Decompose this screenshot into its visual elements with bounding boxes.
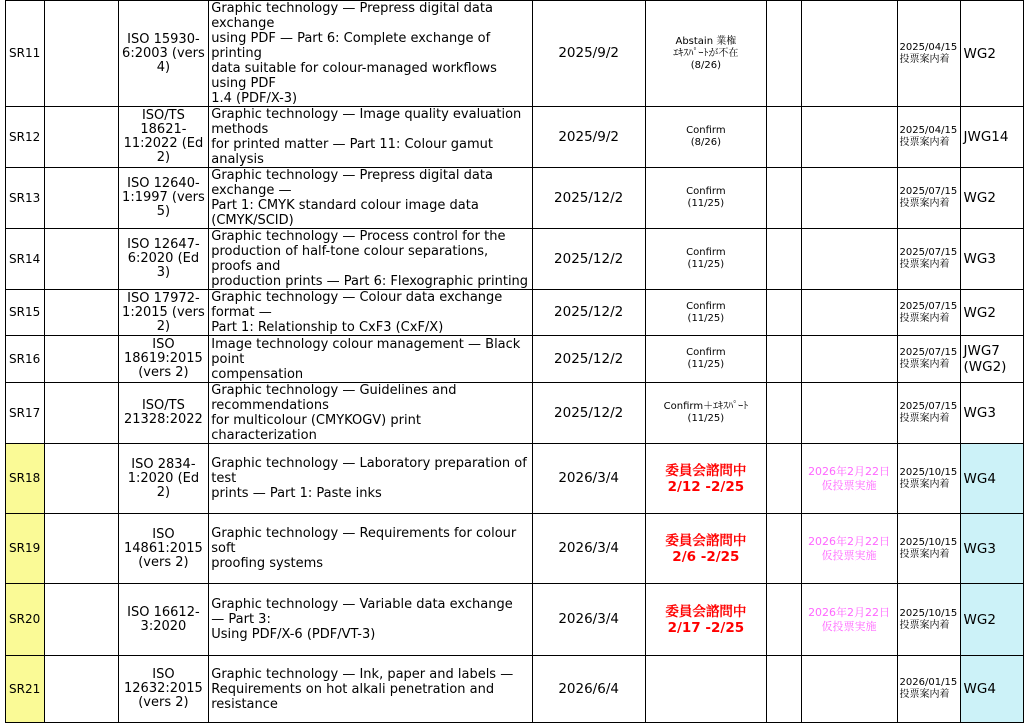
vote-status-cell xyxy=(645,107,766,168)
ballot-notice-cell-line: 投票案内着 xyxy=(899,259,950,270)
standard-number-cell-line: (vers 2) xyxy=(138,554,189,570)
standard-number-cell xyxy=(118,656,209,723)
ballot-notice-cell-line: 2025/07/15 xyxy=(899,247,958,258)
working-group-cell-line: JWG7 xyxy=(963,343,1000,359)
ballot-notice-cell-line: 投票案内着 xyxy=(899,548,950,560)
standard-number-cell-line: ISO 15930- xyxy=(127,31,200,47)
standard-number-cell-line: 1:2020 (Ed 2) xyxy=(127,470,200,500)
preliminary-vote-cell xyxy=(801,229,897,290)
standard-title-cell-line: Using PDF/X-6 (PDF/VT-3) xyxy=(211,627,376,642)
standard-number-cell-line: ISO/TS xyxy=(141,398,185,413)
standard-title-cell-line: Image technology colour management — Black point xyxy=(211,336,521,367)
row-id-cell: SR16 xyxy=(6,336,45,383)
standard-title-cell-line: Graphic technology — Laboratory preparation of test xyxy=(211,456,527,486)
review-table-body xyxy=(6,1,1024,723)
standard-number-cell-line: ISO 12647- xyxy=(127,237,200,252)
ballot-notice-cell-line: 2025/04/15 xyxy=(899,125,958,136)
standard-number-cell-line: ISO xyxy=(152,667,175,682)
review-date-cell: 2025/12/2 xyxy=(532,229,645,290)
empty-cell xyxy=(767,168,802,229)
row-id-cell: SR21 xyxy=(6,656,45,723)
ballot-notice-cell-line: 2025/07/15 xyxy=(899,186,958,197)
review-date-cell: 2025/12/2 xyxy=(532,290,645,336)
vote-status-cell-line: Confirm xyxy=(686,125,726,136)
standard-number-cell-line: 4) xyxy=(156,59,171,75)
working-group-cell xyxy=(960,290,1023,336)
working-group-cell xyxy=(960,514,1023,584)
review-date-cell: 2025/12/2 xyxy=(532,336,645,383)
standard-title-cell-line: prints — Part 1: Paste inks xyxy=(211,486,382,501)
row-id-cell: SR17 xyxy=(6,383,45,444)
preliminary-vote-cell-line: 2026年2月22日 xyxy=(808,534,891,548)
standard-number-cell-line: 11:2022 (Ed 2) xyxy=(123,136,204,165)
blank-cell xyxy=(44,444,118,514)
standard-title-cell xyxy=(209,656,532,723)
ballot-notice-cell-line: 投票案内着 xyxy=(899,619,950,631)
standard-number-cell xyxy=(118,107,209,168)
vote-status-cell-line: (11/25) xyxy=(687,413,725,424)
standard-number-cell-line: 14861:2015 xyxy=(124,540,203,556)
row-id-cell: SR15 xyxy=(6,290,45,336)
ballot-notice-cell-line: 2025/10/15 xyxy=(899,607,958,619)
ballot-notice-cell-line: 投票案内着 xyxy=(899,478,950,490)
vote-status-cell xyxy=(645,290,766,336)
working-group-cell-line: WG3 xyxy=(963,405,996,421)
vote-status-cell-line: (11/25) xyxy=(687,259,725,270)
vote-status-cell xyxy=(645,514,766,584)
empty-cell xyxy=(767,1,802,107)
standard-title-cell xyxy=(209,1,532,107)
vote-status-cell xyxy=(645,1,766,107)
review-date-cell: 2025/9/2 xyxy=(532,107,645,168)
standard-number-cell xyxy=(118,290,209,336)
standard-number-cell-line: ISO 2834- xyxy=(131,456,196,472)
standard-title-cell xyxy=(209,290,532,336)
standard-number-cell xyxy=(118,383,209,444)
table-row xyxy=(6,383,1024,444)
preliminary-vote-cell-line: 2026年2月22日 xyxy=(808,605,891,619)
vote-status-cell-line: Confirm xyxy=(686,186,726,197)
preliminary-vote-cell xyxy=(801,1,897,107)
vote-status-cell-line: Confirm xyxy=(686,247,726,258)
empty-cell xyxy=(767,656,802,723)
standard-number-cell xyxy=(118,584,209,656)
standard-number-cell-line: ISO/TS xyxy=(141,108,185,123)
standard-title-cell-line: for printed matter — Part 11: Colour gamut analysis xyxy=(211,137,493,167)
standard-number-cell xyxy=(118,444,209,514)
vote-status-cell-line: Confirm xyxy=(686,347,726,358)
working-group-cell xyxy=(960,1,1023,107)
empty-cell xyxy=(767,336,802,383)
table-row xyxy=(6,1,1024,107)
standard-number-cell-line: (vers 2) xyxy=(138,695,189,710)
review-date-cell: 2026/3/4 xyxy=(532,514,645,584)
preliminary-vote-cell xyxy=(801,584,897,656)
row-id-cell: SR18 xyxy=(6,444,45,514)
standard-title-cell xyxy=(209,229,532,290)
preliminary-vote-cell xyxy=(801,383,897,444)
ballot-notice-cell-line: 2025/04/15 xyxy=(899,41,958,53)
standard-title-cell xyxy=(209,584,532,656)
empty-cell xyxy=(767,444,802,514)
preliminary-vote-cell-line: 仮投票実施 xyxy=(821,478,877,492)
standard-title-cell-line: Graphic technology — Image quality evaluation methods xyxy=(211,107,522,137)
vote-status-cell-line: 2/12 -2/25 xyxy=(667,478,745,495)
preliminary-vote-cell xyxy=(801,336,897,383)
standard-number-cell-line: 18621- xyxy=(140,122,187,137)
standard-title-cell-line: data suitable for colour-managed workflows using PDF xyxy=(211,61,497,91)
row-id-cell: SR12 xyxy=(6,107,45,168)
vote-status-cell xyxy=(645,584,766,656)
table-row xyxy=(6,168,1024,229)
standard-number-cell-line: 6:2020 (Ed 3) xyxy=(127,251,200,280)
standard-number-cell-line: 1:2015 (vers xyxy=(122,304,205,320)
standard-number-cell-line: ISO 12640- xyxy=(127,176,200,191)
review-date-cell: 2026/6/4 xyxy=(532,656,645,723)
standard-number-cell-line: ISO xyxy=(152,337,175,352)
table-row xyxy=(6,514,1024,584)
standard-number-cell-line: 21328:2022 xyxy=(124,412,203,427)
standard-title-cell-line: production prints — Part 6: Flexographic printing xyxy=(211,274,529,289)
ballot-notice-cell-line: 2025/07/15 xyxy=(899,401,958,412)
standard-number-cell xyxy=(118,168,209,229)
working-group-cell-line: WG4 xyxy=(963,470,996,487)
review-date-cell: 2025/12/2 xyxy=(532,383,645,444)
standard-title-cell-line: 1.4 (PDF/X-3) xyxy=(211,91,298,106)
standard-number-cell-line: 3:2020 xyxy=(140,618,187,634)
working-group-cell xyxy=(960,107,1023,168)
blank-cell xyxy=(44,290,118,336)
row-id-cell: SR14 xyxy=(6,229,45,290)
working-group-cell xyxy=(960,168,1023,229)
ballot-notice-cell xyxy=(897,229,960,290)
table-row xyxy=(6,107,1024,168)
standard-number-cell-line: ISO 17972- xyxy=(127,290,200,306)
empty-cell xyxy=(767,383,802,444)
vote-status-cell-line: ｴｷｽﾊﾟｰﾄが不在 xyxy=(673,47,739,59)
vote-status-cell-line: 2/6 -2/25 xyxy=(672,548,740,565)
standard-title-cell-line: using PDF — Part 6: Complete exchange of printing xyxy=(211,31,491,61)
ballot-notice-cell-line: 2026/01/15 xyxy=(899,677,958,688)
working-group-cell xyxy=(960,336,1023,383)
working-group-cell-line: WG2 xyxy=(963,611,996,628)
blank-cell xyxy=(44,168,118,229)
standard-title-cell-line: Graphic technology — Prepress digital data exchange xyxy=(211,1,493,31)
review-table xyxy=(5,0,1024,723)
vote-status-cell xyxy=(645,383,766,444)
working-group-cell xyxy=(960,656,1023,723)
blank-cell xyxy=(44,514,118,584)
working-group-cell-line: JWG14 xyxy=(963,129,1009,145)
standard-title-cell xyxy=(209,168,532,229)
standard-title-cell xyxy=(209,383,532,444)
standard-title-cell-line: compensation xyxy=(211,366,304,382)
table-row xyxy=(6,290,1024,336)
ballot-notice-cell xyxy=(897,656,960,723)
blank-cell xyxy=(44,584,118,656)
ballot-notice-cell xyxy=(897,514,960,584)
standard-number-cell-line: (vers 2) xyxy=(138,365,189,380)
working-group-cell xyxy=(960,584,1023,656)
ballot-notice-cell-line: 投票案内着 xyxy=(899,198,950,209)
standard-title-cell xyxy=(209,514,532,584)
review-date-cell: 2025/9/2 xyxy=(532,1,645,107)
standard-title-cell-line: Graphic technology — Guidelines and recommendations xyxy=(211,383,457,413)
vote-status-cell-line: 委員会諮問中 xyxy=(665,462,747,479)
ballot-notice-cell-line: 2025/10/15 xyxy=(899,536,958,548)
working-group-cell-line: (WG2) xyxy=(963,359,1007,375)
review-date-cell: 2025/12/2 xyxy=(532,168,645,229)
preliminary-vote-cell-line: 仮投票実施 xyxy=(821,619,877,633)
blank-cell xyxy=(44,1,118,107)
standard-title-cell-line: Graphic technology — Ink, paper and labels — xyxy=(211,666,514,682)
ballot-notice-cell-line: 投票案内着 xyxy=(899,312,950,324)
row-id-cell: SR20 xyxy=(6,584,45,656)
ballot-notice-cell xyxy=(897,107,960,168)
ballot-notice-cell-line: 投票案内着 xyxy=(899,413,950,424)
standard-title-cell-line: Part 1: Relationship to CxF3 (CxF/X) xyxy=(211,320,444,335)
working-group-cell-line: WG4 xyxy=(963,681,996,697)
preliminary-vote-cell-line: 仮投票実施 xyxy=(821,548,877,562)
empty-cell xyxy=(767,514,802,584)
vote-status-cell-line: (11/25) xyxy=(687,312,725,324)
vote-status-cell xyxy=(645,336,766,383)
working-group-cell-line: WG2 xyxy=(963,45,996,62)
vote-status-cell-line: Confirm＋ｴｷｽﾊﾟｰﾄ xyxy=(663,401,749,412)
working-group-cell-line: WG2 xyxy=(963,304,996,321)
empty-cell xyxy=(767,107,802,168)
standard-number-cell-line: ISO 16612- xyxy=(127,604,200,620)
empty-cell xyxy=(767,290,802,336)
standard-title-cell-line: for multicolour (CMYKOGV) print characterization xyxy=(211,413,421,443)
ballot-notice-cell xyxy=(897,168,960,229)
standard-number-cell xyxy=(118,229,209,290)
ballot-notice-cell xyxy=(897,444,960,514)
ballot-notice-cell-line: 2025/10/15 xyxy=(899,466,958,478)
preliminary-vote-cell xyxy=(801,168,897,229)
standard-title-cell xyxy=(209,107,532,168)
standard-number-cell-line: ISO xyxy=(152,526,175,542)
ballot-notice-cell xyxy=(897,584,960,656)
empty-cell xyxy=(767,584,802,656)
working-group-cell-line: WG3 xyxy=(963,540,996,557)
vote-status-cell-line: (8/26) xyxy=(690,137,721,148)
table-row xyxy=(6,336,1024,383)
working-group-cell xyxy=(960,444,1023,514)
empty-cell xyxy=(767,229,802,290)
standard-title-cell-line: production of half-tone colour separations, proofs and xyxy=(211,244,489,274)
preliminary-vote-cell xyxy=(801,444,897,514)
row-id-cell: SR19 xyxy=(6,514,45,584)
ballot-notice-cell xyxy=(897,290,960,336)
ballot-notice-cell xyxy=(897,383,960,444)
table-row xyxy=(6,656,1024,723)
vote-status-cell-line: (8/26) xyxy=(690,59,721,71)
standard-number-cell-line: 12632:2015 xyxy=(124,681,203,696)
ballot-notice-cell xyxy=(897,336,960,383)
ballot-notice-cell-line: 投票案内着 xyxy=(899,137,950,148)
standard-title-cell-line: proofing systems xyxy=(211,556,324,571)
vote-status-cell xyxy=(645,229,766,290)
preliminary-vote-cell xyxy=(801,656,897,723)
vote-status-cell xyxy=(645,656,766,723)
ballot-notice-cell-line: 投票案内着 xyxy=(899,359,950,370)
working-group-cell-line: WG3 xyxy=(963,251,996,267)
row-id-cell: SR13 xyxy=(6,168,45,229)
standard-number-cell-line: 6:2003 (vers xyxy=(122,45,205,61)
vote-status-cell-line: (11/25) xyxy=(687,198,725,209)
blank-cell xyxy=(44,336,118,383)
vote-status-cell xyxy=(645,168,766,229)
working-group-cell-line: WG2 xyxy=(963,190,996,206)
standard-title-cell-line: Graphic technology — Variable data exchange — Part 3: xyxy=(211,597,513,627)
standard-title-cell xyxy=(209,444,532,514)
vote-status-cell-line: 委員会諮問中 xyxy=(665,532,747,549)
preliminary-vote-cell-line: 2026年2月22日 xyxy=(808,464,891,478)
standard-title-cell-line: Graphic technology — Colour data exchange format — xyxy=(211,290,503,320)
standard-title-cell-line: Graphic technology — Process control for the xyxy=(211,229,506,244)
review-date-cell: 2026/3/4 xyxy=(532,584,645,656)
standard-number-cell-line: 1:1997 (vers xyxy=(122,190,205,205)
table-row xyxy=(6,584,1024,656)
vote-status-cell-line: 2/17 -2/25 xyxy=(667,619,745,636)
preliminary-vote-cell xyxy=(801,514,897,584)
working-group-cell xyxy=(960,383,1023,444)
vote-status-cell-line: (11/25) xyxy=(687,359,725,370)
standard-number-cell-line: 5) xyxy=(156,204,171,219)
table-row xyxy=(6,229,1024,290)
blank-cell xyxy=(44,656,118,723)
ballot-notice-cell-line: 投票案内着 xyxy=(899,689,950,700)
blank-cell xyxy=(44,383,118,444)
ballot-notice-cell-line: 投票案内着 xyxy=(899,53,950,65)
ballot-notice-cell xyxy=(897,1,960,107)
vote-status-cell-line: 委員会諮問中 xyxy=(665,603,747,620)
preliminary-vote-cell xyxy=(801,107,897,168)
working-group-cell xyxy=(960,229,1023,290)
standard-number-cell xyxy=(118,1,209,107)
ballot-notice-cell-line: 2025/07/15 xyxy=(899,347,958,358)
blank-cell xyxy=(44,229,118,290)
vote-status-cell-line: Confirm xyxy=(686,300,726,312)
blank-cell xyxy=(44,107,118,168)
standard-number-cell xyxy=(118,336,209,383)
ballot-notice-cell-line: 2025/07/15 xyxy=(899,300,958,312)
standard-title-cell-line: Part 1: CMYK standard colour image data (CMYK/SCID) xyxy=(211,198,479,228)
preliminary-vote-cell xyxy=(801,290,897,336)
standard-number-cell xyxy=(118,514,209,584)
standard-number-cell-line: 2) xyxy=(156,318,171,334)
vote-status-cell xyxy=(645,444,766,514)
standard-title-cell-line: Requirements on hot alkali penetration and resistance xyxy=(211,681,495,712)
review-date-cell: 2026/3/4 xyxy=(532,444,645,514)
standard-number-cell-line: 18619:2015 xyxy=(124,351,203,366)
standard-title-cell-line: Graphic technology — Prepress digital data exchange — xyxy=(211,168,493,198)
table-row xyxy=(6,444,1024,514)
row-id-cell: SR11 xyxy=(6,1,45,107)
vote-status-cell-line: Abstain 業権 xyxy=(675,35,737,47)
standard-title-cell-line: Graphic technology — Requirements for colour soft xyxy=(211,526,517,556)
standard-title-cell xyxy=(209,336,532,383)
